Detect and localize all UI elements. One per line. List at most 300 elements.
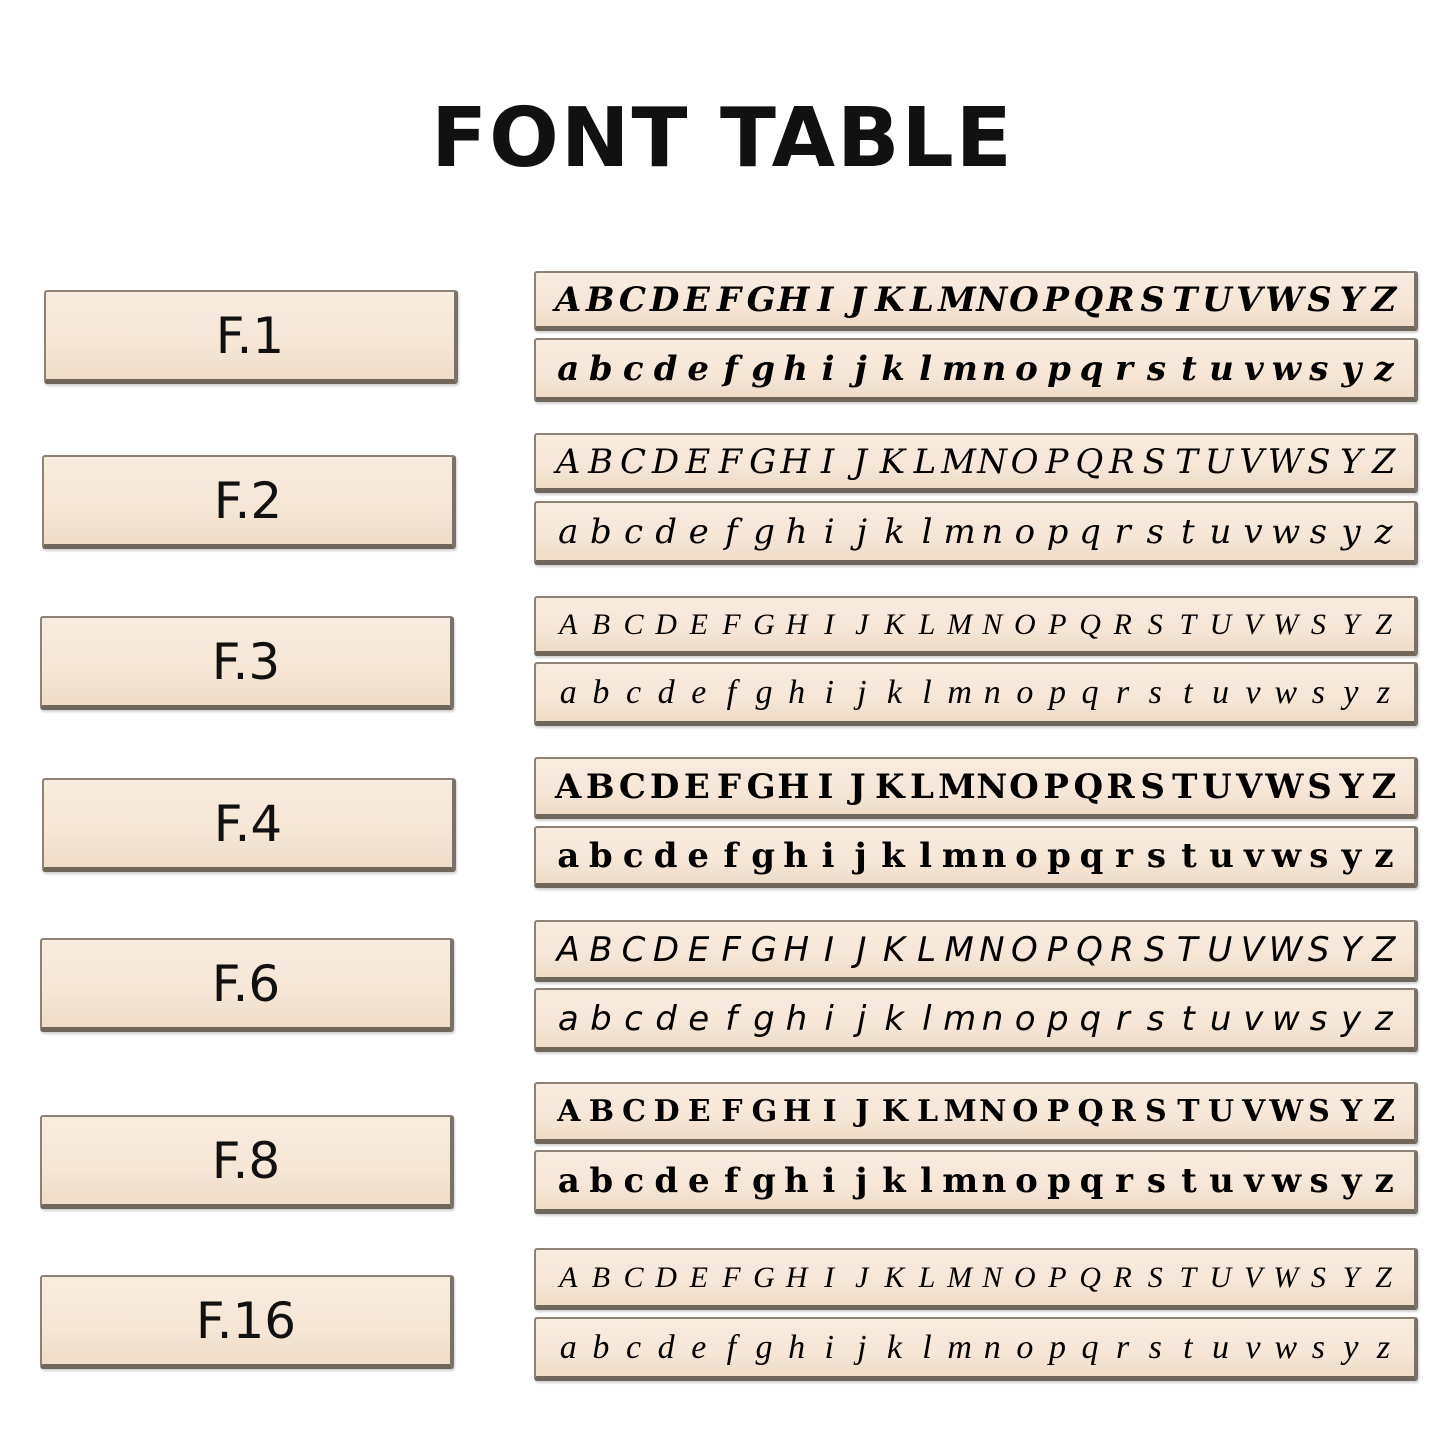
lowercase-letter: p xyxy=(1047,835,1071,876)
lowercase-letter: p xyxy=(1048,673,1066,711)
uppercase-letter: H xyxy=(785,1260,808,1294)
uppercase-letter: L xyxy=(917,929,937,970)
lowercase-letter: w xyxy=(1271,511,1301,552)
uppercase-letter: E xyxy=(689,607,708,641)
uppercase-letter: R xyxy=(1106,279,1135,320)
lowercase-letter: i xyxy=(824,998,834,1039)
uppercase-letter: U xyxy=(1204,441,1234,482)
font-label: F.1 xyxy=(215,306,285,365)
lowercase-letter: n xyxy=(981,1160,1006,1201)
uppercase-letter: S xyxy=(1310,1260,1326,1294)
uppercase-letter: D xyxy=(655,607,677,641)
uppercase-letter: J xyxy=(849,279,866,320)
lowercase-letter: s xyxy=(1148,1328,1162,1366)
uppercase-letter: A xyxy=(556,929,580,970)
lowercase-letter: p xyxy=(1047,1160,1070,1201)
uppercase-letter: Y xyxy=(1340,441,1363,482)
uppercase-letter: N xyxy=(979,929,1005,970)
uppercase-letter: J xyxy=(855,607,869,641)
lowercase-letter: t xyxy=(1183,1328,1193,1366)
font-label-plate-f8 xyxy=(40,1115,454,1209)
uppercase-letter: B xyxy=(591,1260,611,1294)
lowercase-letter: s xyxy=(1148,673,1162,711)
uppercase-letter: R xyxy=(1113,607,1132,641)
lowercase-letter: m xyxy=(941,348,978,389)
lowercase-letter: z xyxy=(1376,673,1391,711)
font-label-plate-f6 xyxy=(40,938,454,1032)
lowercase-letter: c xyxy=(622,348,644,389)
lowercase-letter: m xyxy=(947,673,972,711)
lowercase-letter: y xyxy=(1343,1328,1359,1366)
uppercase-letter: I xyxy=(817,279,834,320)
lowercase-letter: q xyxy=(1081,1328,1099,1366)
uppercase-letter: E xyxy=(687,929,710,970)
uppercase-letter: S xyxy=(1140,766,1165,807)
lowercase-letter: l xyxy=(922,1328,932,1366)
uppercase-letter: Y xyxy=(1339,279,1364,320)
uppercase-letter: O xyxy=(1010,441,1039,482)
lowercase-letter: n xyxy=(981,511,1004,552)
font-label: F.2 xyxy=(213,471,283,530)
uppercase-letter: W xyxy=(1273,607,1299,641)
uppercase-letter: G xyxy=(750,929,777,970)
uppercase-letter: S xyxy=(1307,766,1332,807)
uppercase-letter: N xyxy=(979,1094,1006,1129)
lowercase-letter: d xyxy=(655,998,677,1039)
uppercase-letter: Z xyxy=(1371,279,1397,320)
lowercase-letter: v xyxy=(1244,1160,1263,1201)
lowercase-letter: b xyxy=(590,511,612,552)
font-label-plate-f3 xyxy=(40,616,454,710)
uppercase-letter: T xyxy=(1172,279,1198,320)
uppercase-letter: Z xyxy=(1371,766,1397,807)
uppercase-letter: S xyxy=(1308,1094,1329,1129)
uppercase-letter: I xyxy=(823,929,834,970)
lowercase-letter: z xyxy=(1374,835,1394,876)
uppercase-letter: L xyxy=(910,279,934,320)
uppercase-letter: U xyxy=(1207,1094,1234,1129)
uppercase-letter: K xyxy=(884,1260,905,1294)
uppercase-letter: Y xyxy=(1339,766,1364,807)
lowercase-letter: u xyxy=(1211,673,1229,711)
lowercase-letter: r xyxy=(1114,511,1131,552)
uppercase-letter: J xyxy=(855,1260,869,1294)
uppercase-letter: H xyxy=(777,279,810,320)
lowercase-letter: p xyxy=(1046,998,1069,1039)
uppercase-letter: F xyxy=(721,929,741,970)
uppercase-letter: U xyxy=(1202,279,1232,320)
uppercase-letter: A xyxy=(559,1260,578,1294)
lowercase-letter: f xyxy=(723,835,738,876)
lowercase-letter: m xyxy=(943,998,977,1039)
lowercase-letter: v xyxy=(1244,835,1264,876)
lowercase-letter: j xyxy=(854,835,867,876)
uppercase-letter: T xyxy=(1179,1260,1197,1294)
lowercase-letter: n xyxy=(983,673,1001,711)
uppercase-letter: D xyxy=(653,1094,679,1129)
uppercase-letter: O xyxy=(1012,1094,1038,1129)
lowercase-letter: w xyxy=(1271,1160,1301,1201)
lowercase-letter: y xyxy=(1343,673,1359,711)
lowercase-letter: l xyxy=(922,998,932,1039)
uppercase-letter: R xyxy=(1110,1094,1135,1129)
uppercase-letter: S xyxy=(1144,1094,1166,1129)
lowercase-letter: r xyxy=(1116,673,1130,711)
uppercase-letter: V xyxy=(1235,279,1263,320)
uppercase-letter: J xyxy=(855,1094,869,1129)
uppercase-letter: N xyxy=(976,766,1008,807)
lowercase-letter: e xyxy=(688,511,709,552)
uppercase-letter: D xyxy=(649,766,680,807)
lowercase-letter: v xyxy=(1243,998,1264,1039)
font-label: F.3 xyxy=(211,632,281,691)
lowercase-sample-f1 xyxy=(534,338,1418,402)
lowercase-letter: s xyxy=(1146,511,1164,552)
uppercase-letter: N xyxy=(976,279,1008,320)
uppercase-letter: F xyxy=(722,607,741,641)
uppercase-letter: I xyxy=(822,1094,836,1129)
lowercase-letter: r xyxy=(1115,835,1133,876)
lowercase-letter: a xyxy=(558,511,579,552)
uppercase-letter: U xyxy=(1207,929,1233,970)
lowercase-letter: n xyxy=(981,998,1004,1039)
uppercase-letter: Q xyxy=(1073,766,1104,807)
lowercase-letter: c xyxy=(625,673,642,711)
lowercase-letter: c xyxy=(625,1328,642,1366)
uppercase-sample-f8 xyxy=(534,1082,1418,1144)
uppercase-letter: L xyxy=(910,766,934,807)
lowercase-letter: p xyxy=(1048,1328,1066,1366)
lowercase-letter: j xyxy=(857,1328,867,1366)
uppercase-letter: N xyxy=(982,1260,1003,1294)
lowercase-letter: c xyxy=(622,835,644,876)
lowercase-letter: r xyxy=(1115,998,1130,1039)
lowercase-letter: g xyxy=(755,1328,773,1366)
lowercase-sample-f2 xyxy=(534,501,1418,565)
lowercase-letter: q xyxy=(1081,673,1099,711)
lowercase-letter: p xyxy=(1047,348,1071,389)
uppercase-letter: F xyxy=(721,1094,742,1129)
uppercase-letter: C xyxy=(623,1260,644,1294)
uppercase-letter: T xyxy=(1179,607,1197,641)
uppercase-letter: R xyxy=(1113,1260,1132,1294)
lowercase-letter: c xyxy=(624,511,644,552)
lowercase-letter: z xyxy=(1374,998,1393,1039)
uppercase-letter: A xyxy=(559,607,578,641)
lowercase-letter: o xyxy=(1014,511,1036,552)
uppercase-letter: C xyxy=(618,766,646,807)
uppercase-letter: K xyxy=(882,929,906,970)
lowercase-letter: y xyxy=(1341,348,1362,389)
lowercase-letter: s xyxy=(1309,1160,1328,1201)
lowercase-letter: t xyxy=(1181,1160,1196,1201)
lowercase-letter: l xyxy=(922,673,932,711)
uppercase-letter: S xyxy=(1307,441,1331,482)
lowercase-letter: s xyxy=(1309,511,1328,552)
lowercase-letter: n xyxy=(981,835,1007,876)
lowercase-letter: d xyxy=(653,835,678,876)
lowercase-letter: s xyxy=(1146,1160,1166,1201)
lowercase-letter: d xyxy=(653,348,678,389)
uppercase-letter: Z xyxy=(1371,441,1396,482)
lowercase-letter: i xyxy=(824,1328,834,1366)
lowercase-letter: z xyxy=(1374,348,1394,389)
font-label: F.4 xyxy=(213,794,283,853)
uppercase-letter: H xyxy=(780,441,810,482)
uppercase-letter: Y xyxy=(1342,607,1360,641)
uppercase-letter: D xyxy=(649,279,680,320)
lowercase-letter: s xyxy=(1146,998,1165,1039)
lowercase-letter: t xyxy=(1181,998,1195,1039)
lowercase-letter: l xyxy=(919,1160,932,1201)
uppercase-letter: U xyxy=(1209,1260,1232,1294)
uppercase-letter: P xyxy=(1046,1094,1069,1129)
uppercase-letter: W xyxy=(1269,1094,1303,1129)
lowercase-letter: v xyxy=(1243,511,1263,552)
uppercase-letter: Y xyxy=(1340,929,1362,970)
lowercase-letter: j xyxy=(855,1160,867,1201)
uppercase-letter: S xyxy=(1307,929,1330,970)
uppercase-letter: F xyxy=(722,1260,741,1294)
uppercase-letter: N xyxy=(982,607,1003,641)
lowercase-letter: f xyxy=(724,1160,738,1201)
uppercase-letter: J xyxy=(853,441,867,482)
uppercase-letter: O xyxy=(1009,766,1039,807)
lowercase-letter: k xyxy=(884,998,905,1039)
uppercase-letter: C xyxy=(618,279,646,320)
lowercase-letter: u xyxy=(1209,511,1232,552)
uppercase-letter: Z xyxy=(1372,929,1396,970)
page-title: FONT TABLE xyxy=(431,91,1014,186)
uppercase-letter: G xyxy=(753,1260,775,1294)
uppercase-letter: G xyxy=(753,607,775,641)
uppercase-letter: B xyxy=(589,929,613,970)
lowercase-letter: j xyxy=(856,511,868,552)
lowercase-letter: v xyxy=(1245,673,1261,711)
lowercase-letter: r xyxy=(1116,1328,1130,1366)
uppercase-letter: M xyxy=(941,441,976,482)
uppercase-letter: A xyxy=(555,441,581,482)
lowercase-letter: t xyxy=(1181,348,1197,389)
uppercase-letter: P xyxy=(1043,766,1069,807)
lowercase-letter: o xyxy=(1015,1160,1037,1201)
lowercase-letter: q xyxy=(1079,511,1101,552)
uppercase-letter: E xyxy=(687,1094,710,1129)
uppercase-letter: P xyxy=(1043,279,1069,320)
lowercase-letter: s xyxy=(1309,348,1329,389)
lowercase-letter: h xyxy=(783,835,808,876)
lowercase-letter: i xyxy=(824,673,834,711)
uppercase-letter: M xyxy=(938,279,976,320)
uppercase-letter: H xyxy=(783,929,810,970)
lowercase-letter: h xyxy=(788,1328,806,1366)
uppercase-letter: Y xyxy=(1342,1260,1360,1294)
uppercase-letter: D xyxy=(655,1260,677,1294)
uppercase-letter: W xyxy=(1265,766,1304,807)
uppercase-letter: R xyxy=(1110,929,1134,970)
uppercase-letter: E xyxy=(689,1260,708,1294)
font-label-plate-f4 xyxy=(42,778,456,872)
lowercase-letter: z xyxy=(1374,511,1393,552)
uppercase-letter: I xyxy=(824,607,835,641)
lowercase-letter: w xyxy=(1271,835,1302,876)
lowercase-letter: g xyxy=(751,835,776,876)
lowercase-letter: y xyxy=(1341,835,1362,876)
uppercase-letter: S xyxy=(1147,1260,1163,1294)
lowercase-letter: a xyxy=(557,998,579,1039)
lowercase-letter: f xyxy=(726,1328,737,1366)
uppercase-letter: V xyxy=(1243,1260,1263,1294)
lowercase-letter: z xyxy=(1376,1328,1391,1366)
uppercase-letter: W xyxy=(1267,441,1303,482)
lowercase-letter: s xyxy=(1146,348,1167,389)
uppercase-letter: R xyxy=(1108,441,1135,482)
lowercase-sample-f6 xyxy=(534,988,1418,1052)
uppercase-letter: M xyxy=(944,929,974,970)
uppercase-letter: T xyxy=(1177,1094,1199,1129)
uppercase-letter: F xyxy=(716,766,742,807)
uppercase-sample-f2 xyxy=(534,433,1418,493)
uppercase-letter: P xyxy=(1048,607,1067,641)
lowercase-letter: a xyxy=(557,835,580,876)
lowercase-letter: h xyxy=(784,1160,808,1201)
lowercase-letter: t xyxy=(1181,835,1197,876)
lowercase-letter: w xyxy=(1274,1328,1298,1366)
lowercase-letter: k xyxy=(882,1160,905,1201)
lowercase-letter: b xyxy=(588,835,613,876)
lowercase-letter: j xyxy=(857,673,867,711)
uppercase-letter: M xyxy=(947,1260,973,1294)
lowercase-letter: s xyxy=(1311,673,1325,711)
lowercase-letter: y xyxy=(1341,1160,1361,1201)
lowercase-letter: b xyxy=(590,998,612,1039)
lowercase-letter: v xyxy=(1245,1328,1261,1366)
lowercase-letter: u xyxy=(1211,1328,1229,1366)
lowercase-letter: s xyxy=(1309,835,1329,876)
uppercase-letter: K xyxy=(884,607,905,641)
uppercase-letter: L xyxy=(918,607,936,641)
uppercase-letter: K xyxy=(875,279,905,320)
lowercase-letter: y xyxy=(1341,511,1361,552)
lowercase-letter: u xyxy=(1209,835,1234,876)
lowercase-letter: o xyxy=(1016,673,1034,711)
lowercase-letter: h xyxy=(783,348,808,389)
uppercase-letter: M xyxy=(947,607,973,641)
uppercase-letter: U xyxy=(1202,766,1232,807)
uppercase-letter: T xyxy=(1172,766,1198,807)
uppercase-letter: T xyxy=(1175,441,1198,482)
lowercase-letter: w xyxy=(1271,998,1300,1039)
uppercase-letter: M xyxy=(938,766,976,807)
uppercase-letter: G xyxy=(749,441,777,482)
lowercase-letter: i xyxy=(823,511,835,552)
lowercase-letter: d xyxy=(657,1328,675,1366)
uppercase-letter: D xyxy=(652,929,680,970)
lowercase-letter: r xyxy=(1115,1160,1132,1201)
lowercase-letter: y xyxy=(1341,998,1362,1039)
lowercase-letter: e xyxy=(688,998,710,1039)
lowercase-letter: a xyxy=(559,673,577,711)
lowercase-letter: l xyxy=(919,348,933,389)
uppercase-letter: G xyxy=(746,279,776,320)
uppercase-letter: C xyxy=(622,1094,645,1129)
lowercase-letter: f xyxy=(725,998,738,1039)
lowercase-letter: d xyxy=(655,511,678,552)
lowercase-letter: n xyxy=(983,1328,1001,1366)
lowercase-letter: s xyxy=(1146,835,1167,876)
lowercase-letter: v xyxy=(1244,348,1264,389)
lowercase-letter: m xyxy=(942,1160,978,1201)
lowercase-letter: f xyxy=(726,673,737,711)
font-label: F.8 xyxy=(211,1131,281,1190)
uppercase-letter: E xyxy=(685,441,711,482)
lowercase-letter: k xyxy=(884,511,905,552)
uppercase-letter: R xyxy=(1106,766,1135,807)
uppercase-letter: I xyxy=(824,1260,835,1294)
lowercase-letter: k xyxy=(886,673,902,711)
lowercase-letter: g xyxy=(751,348,776,389)
uppercase-letter: O xyxy=(1011,929,1038,970)
uppercase-letter: C xyxy=(621,929,646,970)
uppercase-letter: W xyxy=(1265,279,1304,320)
uppercase-letter: V xyxy=(1239,441,1264,482)
uppercase-letter: A xyxy=(554,279,582,320)
uppercase-letter: S xyxy=(1142,441,1166,482)
lowercase-letter: q xyxy=(1079,998,1102,1039)
lowercase-letter: f xyxy=(725,511,738,552)
uppercase-letter: K xyxy=(881,1094,907,1129)
lowercase-letter: a xyxy=(557,348,580,389)
uppercase-letter: M xyxy=(943,1094,976,1129)
font-label-plate-f1 xyxy=(44,290,458,384)
lowercase-letter: s xyxy=(1311,1328,1325,1366)
lowercase-letter: b xyxy=(592,1328,610,1366)
uppercase-letter: F xyxy=(718,441,743,482)
uppercase-letter: Z xyxy=(1375,607,1392,641)
uppercase-letter: A xyxy=(557,1094,580,1129)
uppercase-letter: L xyxy=(916,1094,938,1129)
uppercase-letter: S xyxy=(1143,929,1166,970)
lowercase-letter: q xyxy=(1079,835,1104,876)
lowercase-letter: c xyxy=(623,1160,644,1201)
font-label-plate-f16 xyxy=(40,1275,454,1369)
uppercase-sample-f6 xyxy=(534,920,1418,982)
lowercase-letter: r xyxy=(1115,348,1133,389)
lowercase-letter: d xyxy=(657,673,675,711)
uppercase-letter: S xyxy=(1140,279,1165,320)
font-label: F.6 xyxy=(211,954,281,1013)
uppercase-letter: B xyxy=(588,441,614,482)
lowercase-letter: u xyxy=(1209,348,1234,389)
uppercase-letter: O xyxy=(1009,279,1039,320)
lowercase-letter: a xyxy=(557,1160,579,1201)
lowercase-letter: u xyxy=(1209,1160,1233,1201)
uppercase-letter: P xyxy=(1046,929,1068,970)
font-label: F.16 xyxy=(195,1291,297,1350)
uppercase-letter: E xyxy=(683,766,710,807)
uppercase-letter: V xyxy=(1243,607,1263,641)
uppercase-sample-f4 xyxy=(534,757,1418,819)
uppercase-letter: P xyxy=(1045,441,1069,482)
lowercase-letter: s xyxy=(1309,998,1328,1039)
uppercase-letter: Q xyxy=(1073,279,1104,320)
lowercase-letter: c xyxy=(624,998,643,1039)
lowercase-letter: h xyxy=(785,511,808,552)
uppercase-letter: B xyxy=(591,607,611,641)
uppercase-letter: I xyxy=(820,441,835,482)
uppercase-letter: C xyxy=(620,441,647,482)
lowercase-letter: i xyxy=(821,835,835,876)
